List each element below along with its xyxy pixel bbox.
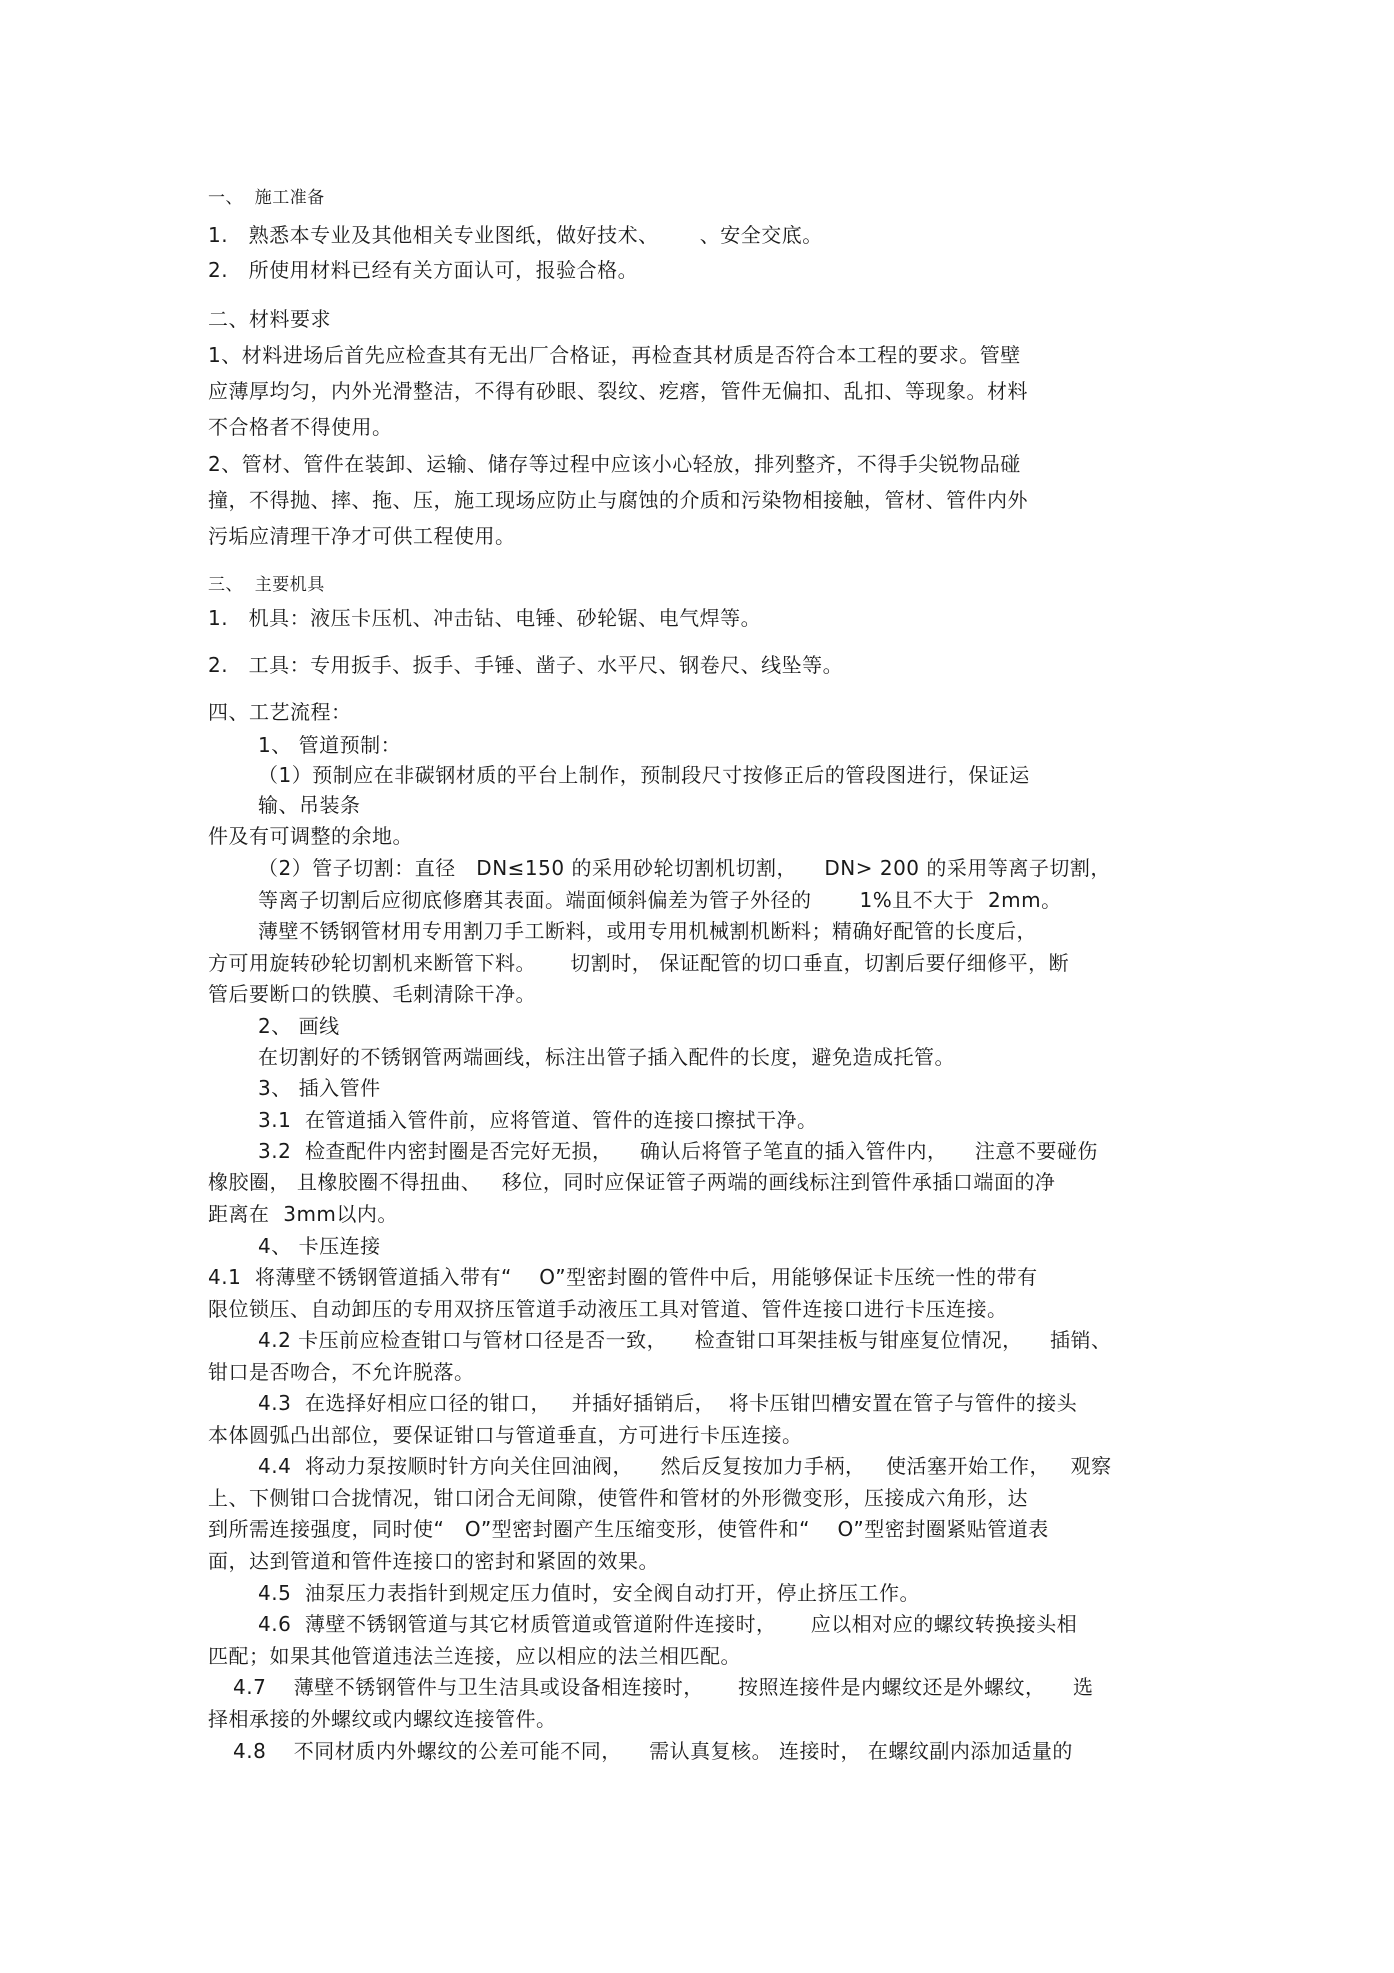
text-line: 4.8 不同材质内外螺纹的公差可能不同， 需认真复核。 连接时， 在螺纹副内添加适量的 [233,1739,1073,1763]
text-line: 4.4 将动力泵按顺时针方向关住回油阀， 然后反复按加力手柄， 使活塞开始工作， 观察 [258,1454,1112,1478]
text-line: 距离在 3mm以内。 [208,1202,398,1226]
text-line: 钳口是否吻合，不允许脱落。 [208,1360,475,1384]
text-line: 输、吊装条 [258,793,361,817]
text-line: 方可用旋转砂轮切割机来断管下料。 切割时， 保证配管的切口垂直，切割后要仔细修平，断 [208,951,1070,975]
text-line: 4.5 油泵压力表指针到规定压力值时，安全阀自动打开，停止挤压工作。 [258,1581,921,1605]
section-1-heading: 一、 施工准备 [208,188,325,208]
text-line: 4.3 在选择好相应口径的钳口， 并插好插销后， 将卡压钳凹槽安置在管子与管件的接头 [258,1391,1078,1415]
text-line: 1. 熟悉本专业及其他相关专业图纸，做好技术、 、安全交底。 [208,223,823,247]
text-line: 薄壁不锈钢管材用专用割刀手工断料，或用专用机械割机断料；精确好配管的长度后， [258,919,1037,943]
section-3-heading: 三、 主要机具 [208,575,325,595]
section-4-heading: 四、工艺流程： [208,700,352,724]
text-line: （2）管子切割：直径 DN≤150 的采用砂轮切割机切割， DN> 200 的采用等离子切割， [258,856,1111,880]
subsection-heading: 3、 插入管件 [258,1076,381,1100]
text-line: 2. 所使用材料已经有关方面认可，报验合格。 [208,258,639,282]
text-line: 橡胶圈， 且橡胶圈不得扭曲、 移位，同时应保证管子两端的画线标注到管件承插口端面的净 [208,1170,1056,1194]
subsection-heading: 1、 管道预制： [258,733,402,757]
text-line: 4.1 将薄壁不锈钢管道插入带有“ O”型密封圈的管件中后，用能够保证卡压统一性的带有 [208,1265,1038,1289]
text-line: 2. 工具：专用扳手、扳手、手锤、凿子、水平尺、钢卷尺、线坠等。 [208,653,844,677]
subsection-heading: 4、 卡压连接 [258,1234,381,1258]
text-line: 4.6 薄壁不锈钢管道与其它材质管道或管道附件连接时， 应以相对应的螺纹转换接头相 [258,1612,1078,1636]
text-line: 上、下侧钳口合拢情况，钳口闭合无间隙，使管件和管材的外形微变形，压接成六角形，达 [208,1486,1028,1510]
text-line: 管后要断口的铁膜、毛刺清除干净。 [208,982,536,1006]
text-line: 不合格者不得使用。 [208,415,393,439]
text-line: 到所需连接强度，同时使“ O”型密封圈产生压缩变形，使管件和“ O”型密封圈紧贴管道表 [208,1517,1049,1541]
text-line: 面，达到管道和管件连接口的密封和紧固的效果。 [208,1549,659,1573]
subsection-heading: 2、 画线 [258,1014,340,1038]
text-line: 匹配；如果其他管道违法兰连接，应以相应的法兰相匹配。 [208,1644,741,1668]
text-line: 4.7 薄壁不锈钢管件与卫生洁具或设备相连接时， 按照连接件是内螺纹还是外螺纹， 选 [233,1675,1094,1699]
text-line: 本体圆弧凸出部位，要保证钳口与管道垂直，方可进行卡压连接。 [208,1423,803,1447]
text-line: 应薄厚均匀，内外光滑整洁，不得有砂眼、裂纹、疙瘩，管件无偏扣、乱扣、等现象。材料 [208,379,1028,403]
text-line: 2、管材、管件在装卸、运输、储存等过程中应该小心轻放，排列整齐，不得手尖锐物品碰 [208,452,1021,476]
text-line: 件及有可调整的余地。 [208,824,413,848]
text-line: 择相承接的外螺纹或内螺纹连接管件。 [208,1707,557,1731]
text-line: 在切割好的不锈钢管两端画线，标注出管子插入配件的长度，避免造成托管。 [258,1045,955,1069]
text-line: （1）预制应在非碳钢材质的平台上制作，预制段尺寸按修正后的管段图进行，保证运 [258,763,1030,787]
text-line: 撞，不得抛、摔、拖、压，施工现场应防止与腐蚀的介质和污染物相接触，管材、管件内外 [208,488,1028,512]
text-line: 3.1 在管道插入管件前，应将管道、管件的连接口擦拭干净。 [258,1108,818,1132]
section-2-heading: 二、材料要求 [208,307,331,331]
text-line: 1. 机具：液压卡压机、冲击钻、电锤、砂轮锯、电气焊等。 [208,606,762,630]
text-line: 3.2 检查配件内密封圈是否完好无损， 确认后将管子笔直的插入管件内， 注意不要碰伤 [258,1139,1098,1163]
text-line: 污垢应清理干净才可供工程使用。 [208,524,516,548]
text-line: 等离子切割后应彻底修磨其表面。端面倾斜偏差为管子外径的 1%且不大于 2mm。 [258,888,1062,912]
text-line: 限位锁压、自动卸压的专用双挤压管道手动液压工具对管道、管件连接口进行卡压连接。 [208,1297,1008,1321]
text-line: 4.2 卡压前应检查钳口与管材口径是否一致， 检查钳口耳架挂板与钳座复位情况， 插销、 [258,1328,1112,1352]
text-line: 1、材料进场后首先应检查其有无出厂合格证，再检查其材质是否符合本工程的要求。管壁 [208,343,1021,367]
